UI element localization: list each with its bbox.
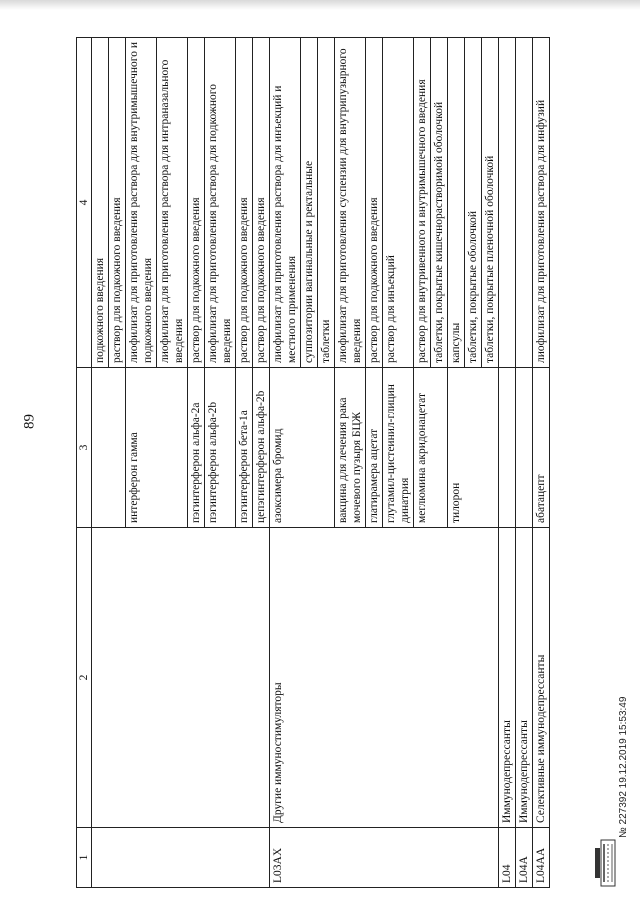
group-cell bbox=[448, 528, 465, 828]
document-seal-icon bbox=[591, 838, 617, 888]
substance-cell bbox=[109, 368, 126, 528]
substance-cell: интерферон гамма bbox=[126, 368, 157, 528]
table-row bbox=[465, 38, 482, 888]
column-header: 1 bbox=[77, 828, 92, 888]
column-header: 2 bbox=[77, 528, 92, 828]
substance-cell: цепэгинтерферон альфа-2b bbox=[253, 368, 270, 528]
table-header-row bbox=[77, 38, 92, 888]
group-cell bbox=[92, 528, 109, 828]
substance-cell bbox=[318, 368, 335, 528]
group-cell bbox=[205, 528, 236, 828]
form-cell: лиофилизат для приготовления раствора для инфузий bbox=[533, 38, 550, 368]
substance-cell bbox=[516, 368, 533, 528]
table-row bbox=[301, 38, 318, 888]
atc-code-cell: L04A bbox=[516, 828, 533, 888]
registration-stamp: № 227392 19.12.2019 15:53:49 bbox=[618, 696, 629, 838]
table-row bbox=[92, 38, 109, 888]
atc-code-cell bbox=[253, 828, 270, 888]
substance-cell: пэгинтерферон альфа-2a bbox=[188, 368, 205, 528]
substance-cell bbox=[92, 368, 109, 528]
atc-code-cell bbox=[448, 828, 465, 888]
atc-code-cell bbox=[126, 828, 157, 888]
table-row bbox=[533, 38, 550, 888]
table-row bbox=[414, 38, 431, 888]
group-cell: Иммунодепрессанты bbox=[499, 528, 516, 828]
table-row bbox=[335, 38, 366, 888]
table-row bbox=[205, 38, 236, 888]
table-row bbox=[318, 38, 335, 888]
form-cell: раствор для внутривенного и внутримышечного введения bbox=[414, 38, 431, 368]
form-cell bbox=[499, 38, 516, 368]
atc-code-cell bbox=[414, 828, 431, 888]
atc-code-cell bbox=[465, 828, 482, 888]
table-row bbox=[383, 38, 414, 888]
substance-cell: вакцина для лечения рака мочевого пузыря БЦЖ bbox=[335, 368, 366, 528]
atc-code-cell bbox=[431, 828, 448, 888]
table-row bbox=[157, 38, 188, 888]
column-header: 3 bbox=[77, 368, 92, 528]
group-cell bbox=[188, 528, 205, 828]
group-cell bbox=[431, 528, 448, 828]
form-cell: раствор для подкожного введения bbox=[366, 38, 383, 368]
table-row bbox=[431, 38, 448, 888]
group-cell bbox=[482, 528, 499, 828]
group-cell bbox=[157, 528, 188, 828]
drug-table bbox=[76, 37, 550, 888]
group-cell bbox=[236, 528, 253, 828]
substance-cell bbox=[301, 368, 318, 528]
atc-code-cell bbox=[301, 828, 318, 888]
table-row bbox=[236, 38, 253, 888]
substance-cell bbox=[431, 368, 448, 528]
rotated-table-container bbox=[76, 38, 611, 888]
form-cell: подкожного введения bbox=[92, 38, 109, 368]
table-row bbox=[270, 38, 301, 888]
form-cell: таблетки, покрытые пленочной оболочкой bbox=[482, 38, 499, 368]
atc-code-cell bbox=[366, 828, 383, 888]
form-cell: раствор для подкожного введения bbox=[109, 38, 126, 368]
substance-cell bbox=[499, 368, 516, 528]
table-row bbox=[253, 38, 270, 888]
group-cell bbox=[335, 528, 366, 828]
group-cell bbox=[126, 528, 157, 828]
substance-cell: пэгинтерферон альфа-2b bbox=[205, 368, 236, 528]
form-cell: лиофилизат для приготовления раствора для интраназального введения bbox=[157, 38, 188, 368]
form-cell: таблетки bbox=[318, 38, 335, 368]
page-number: 89 bbox=[21, 414, 38, 429]
group-cell bbox=[465, 528, 482, 828]
form-cell: таблетки, покрытые оболочкой bbox=[465, 38, 482, 368]
substance-cell: пэгинтерферон бета-1a bbox=[236, 368, 253, 528]
group-cell bbox=[301, 528, 318, 828]
group-cell: Другие иммуностимуляторы bbox=[270, 528, 301, 828]
atc-code-cell: L04 bbox=[499, 828, 516, 888]
table-row bbox=[516, 38, 533, 888]
substance-cell: азоксимера бромид bbox=[270, 368, 301, 528]
form-cell: таблетки, покрытые кишечнорастворимой оболочкой bbox=[431, 38, 448, 368]
atc-code-cell bbox=[188, 828, 205, 888]
group-cell: Селективные иммунодепрессанты bbox=[533, 528, 550, 828]
atc-code-cell bbox=[157, 828, 188, 888]
substance-cell: глатирамера ацетат bbox=[366, 368, 383, 528]
substance-cell: абатацепт bbox=[533, 368, 550, 528]
atc-code-cell bbox=[109, 828, 126, 888]
group-cell bbox=[383, 528, 414, 828]
form-cell: капсулы bbox=[448, 38, 465, 368]
substance-cell bbox=[157, 368, 188, 528]
atc-code-cell bbox=[92, 828, 109, 888]
group-cell bbox=[253, 528, 270, 828]
table-row bbox=[126, 38, 157, 888]
table-row bbox=[499, 38, 516, 888]
atc-code-cell bbox=[318, 828, 335, 888]
atc-code-cell bbox=[482, 828, 499, 888]
form-cell: раствор для подкожного введения bbox=[253, 38, 270, 368]
group-cell bbox=[109, 528, 126, 828]
form-cell: раствор для подкожного введения bbox=[236, 38, 253, 368]
form-cell: раствор для подкожного введения bbox=[188, 38, 205, 368]
substance-cell bbox=[465, 368, 482, 528]
table-row bbox=[482, 38, 499, 888]
atc-code-cell bbox=[205, 828, 236, 888]
atc-code-cell: L03AX bbox=[270, 828, 301, 888]
group-cell bbox=[414, 528, 431, 828]
atc-code-cell bbox=[335, 828, 366, 888]
atc-code-cell: L04AA bbox=[533, 828, 550, 888]
table-row bbox=[188, 38, 205, 888]
substance-cell: тилорон bbox=[448, 368, 465, 528]
substance-cell: глутамил-цистеинил-глицин динатрия bbox=[383, 368, 414, 528]
column-header: 4 bbox=[77, 38, 92, 368]
atc-code-cell bbox=[383, 828, 414, 888]
scan-edge-shadow bbox=[0, 0, 640, 10]
form-cell: лиофилизат для приготовления раствора для подкожного введения bbox=[205, 38, 236, 368]
group-cell bbox=[318, 528, 335, 828]
form-cell bbox=[516, 38, 533, 368]
group-cell bbox=[366, 528, 383, 828]
table-row bbox=[448, 38, 465, 888]
form-cell: раствор для инъекций bbox=[383, 38, 414, 368]
table-row bbox=[366, 38, 383, 888]
table-row bbox=[109, 38, 126, 888]
form-cell: суппозитории вагинальные и ректальные bbox=[301, 38, 318, 368]
form-cell: лиофилизат для приготовления суспензии для внутрипузырного введения bbox=[335, 38, 366, 368]
form-cell: лиофилизат для приготовления раствора для инъекций и местного применения bbox=[270, 38, 301, 368]
substance-cell: меглюмина акридонацетат bbox=[414, 368, 431, 528]
atc-code-cell bbox=[236, 828, 253, 888]
substance-cell bbox=[482, 368, 499, 528]
group-cell: Иммунодепрессанты bbox=[516, 528, 533, 828]
form-cell: лиофилизат для приготовления раствора для внутримышечного и подкожного введения bbox=[126, 38, 157, 368]
